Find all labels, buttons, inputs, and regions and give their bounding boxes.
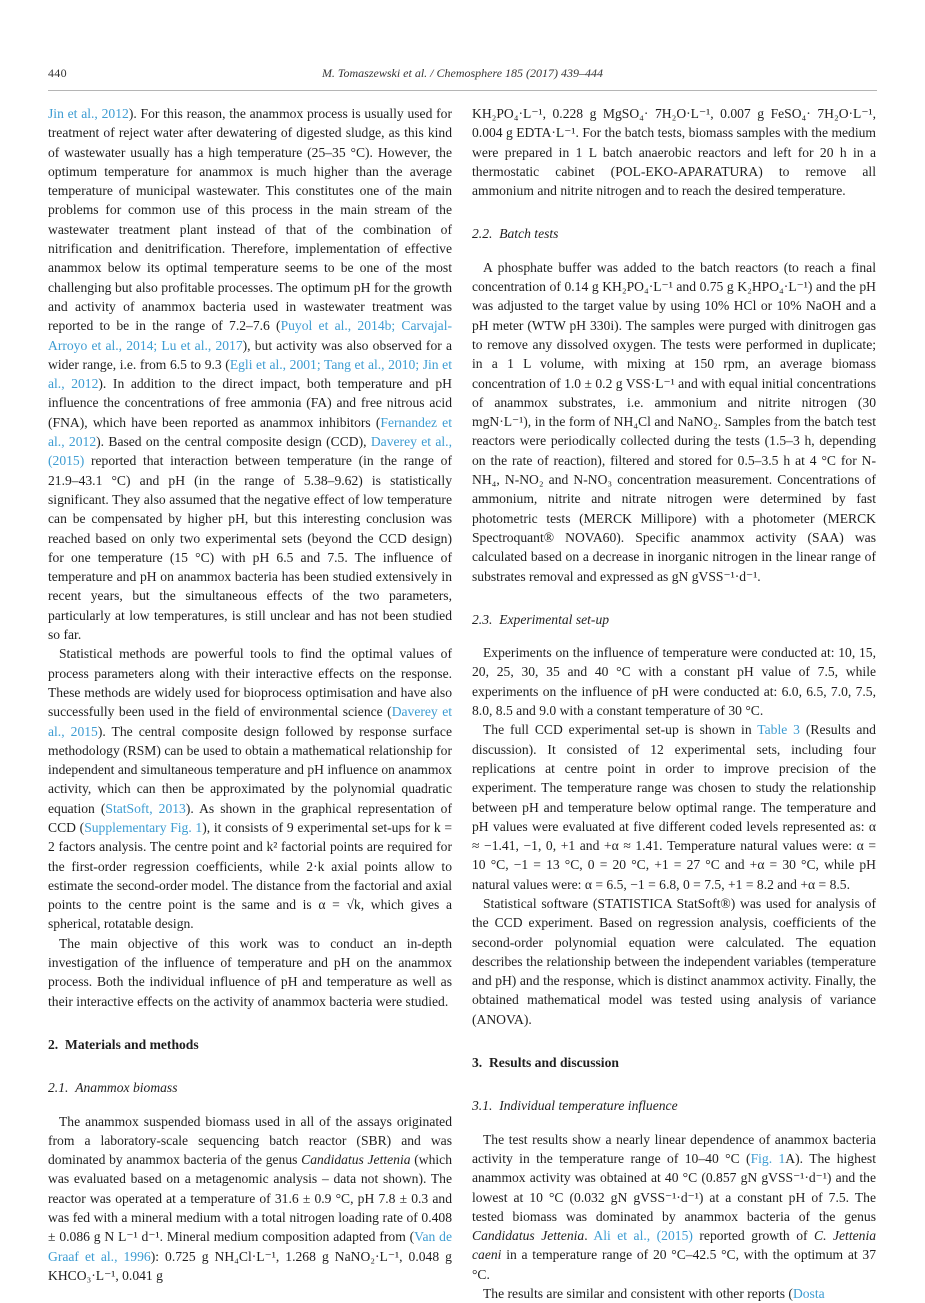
article-body [48, 104, 877, 1303]
page-number: 440 [48, 66, 67, 80]
text-run: A). The highest anammox activity was obtained at 40 °C (0.857 gN gVSS⁻¹·d⁻¹) and the lowest at 10 °C (0.032 gN gVSS⁻¹·d⁻¹) at a constant pH of 7.5. The tested biomass was dominated by anammox bacteria of the genus [472, 1150, 876, 1224]
text-run: ): 0.725 g NH₄Cl·L⁻¹, 1.268 g NaNO₂·L⁻¹, 0.048 g KHCO₃·L⁻¹, 0.041 g [48, 1248, 452, 1283]
text-run: ). Based on the central composite design (CCD), [96, 434, 371, 450]
italic-text: Candidatus Jettenia [301, 1152, 411, 1168]
citation-link[interactable]: Puyol et al., 2014b; Carvajal-Arroyo et al., 2014; Lu et al., 2017 [48, 318, 452, 353]
text-run: KH₂PO₄·L⁻¹, 0.228 g MgSO₄· 7H₂O·L⁻¹, 0.007 g FeSO₄· 7H₂O·L⁻¹, 0.004 g EDTA·L⁻¹. For the batch tests, biomass samples with the medium were prepared in 1 L batch anaerobic reactors and left for 20 h in a thermostatic cabinet (POL-EKO-APARATURA) to remove all ammonium and nitrite nitrogen and to reach the desired temperature. [472, 106, 876, 199]
citation-link[interactable]: Jin et al., 2012 [48, 106, 129, 121]
paragraph [472, 720, 876, 894]
citation-link[interactable]: Egli et al., 2001; Tang et al., 2010; Jin et al., 2012 [48, 356, 452, 392]
text-run: ), it consists of 9 experimental set-ups for k = 2 factors analysis. The centre point and k² factorial points are required for the first-order regression coefficients, while 2·k axial points allow to estimate the second-order model. The distance from the factorial and axial points to the centre point is the same and is α = √k, which gives a spherical, rotatable design. [48, 819, 453, 932]
citation-link[interactable]: Dosta [792, 1286, 825, 1302]
paragraph [48, 934, 452, 1011]
paragraph [472, 894, 876, 1029]
citation-link[interactable]: Supplementary Fig. 1 [84, 819, 203, 835]
paragraph [48, 644, 452, 933]
paragraph [48, 104, 452, 644]
running-head: M. Tomaszewski et al. / Chemosphere 185 (2017) 439–444 [321, 66, 604, 80]
text-run: . [584, 1228, 594, 1244]
text-run: The test results show a nearly linear dependence of anammox bacteria activity in the temperature range of 10–40 °C ( [472, 1131, 876, 1166]
text-run: ). For this reason, the anammox process is usually used for treatment of reject water after dewatering of digested sludge, as this kind of wastewater usually has a high temperature (25–35 °C). However, the optimum temperature for anammox is much higher than the average temperature of municipal wastewater. This constitutes one of the main problems for common use of this process in the main stream of the wastewater treatment plant instead of that of the combination of nitrification and denitrification. Therefore, implementation of effective anammox below its optimal temperature seems to be one of the most challenging but also profitable processes. The optimum pH for the growth and activity of anammox bacteria used in wastewater treatment was reported to be in the range of 7.2–7.6 ( [48, 106, 452, 334]
italic-text: C. Jettenia caeni [472, 1228, 877, 1263]
subsection-heading: 2.2. Batch tests [472, 226, 559, 242]
italic-text: Candidatus Jettenia [472, 1228, 585, 1244]
text-run: (Results and discussion). It consisted of 12 experimental sets, including four replications at centre point in order to improve precision of the experiment. The temperature range was chosen to study the relationship between pH and temperature below optimal range. The temperature and pH values were evaluated at five different coded levels represented as: α ≈ −1.41, −1, 0, +1 and +α ≈ 1.41. Temperature natural values were: α = 10 °C, −1 = 13 °C, 0 = 20 °C, +1 = 27 °C and +α = 30 °C, while pH natural values were: α = 6.5, −1 = 6.8, 0 = 7.5, +1 = 8.2 and +α = 8.5. [472, 722, 876, 892]
text-run: ). As shown in the graphical representation of CCD ( [48, 800, 453, 835]
paragraph [472, 643, 876, 720]
paragraph [472, 1284, 876, 1303]
text-run: (which was evaluated based on a metagenomic analysis – data not shown). The reactor was operated at a temperature of 31.6 ± 0.9 °C, pH 7.8 ± 0.3 and was fed with a mineral medium with a total nitrogen loading rate of 0.408 ± 0.086 g N L⁻¹ d⁻¹. Mineral medium composition adapted from ( [48, 1152, 452, 1245]
section-heading: 3. Results and discussion [472, 1055, 619, 1071]
subsection-heading: 2.1. Anammox biomass [48, 1080, 178, 1096]
text-run: Statistical software (STATISTICA StatSoft®) was used for analysis of the CCD experiment. Based on regression analysis, coefficients of the second-order polynomial equation were calculated. The equation describes the relationship between the independent variables (temperature and pH) and the response, which is distinct anammox activity. Finally, the obtained mathematical model was tested using analysis of variance (ANOVA). [472, 895, 876, 1027]
paragraph [472, 258, 876, 586]
section-heading: 2. Materials and methods [48, 1036, 199, 1052]
citation-link[interactable]: Fernandez et al., 2012 [48, 414, 452, 450]
text-run: The results are similar and consistent with other reports ( [483, 1286, 793, 1302]
paragraph [472, 1130, 876, 1284]
citation-link[interactable]: Van de Graaf et al., 1996 [48, 1229, 453, 1264]
citation-link[interactable]: Daverey et al., 2015 [48, 704, 453, 739]
subsection-heading: 2.3. Experimental set-up [472, 611, 610, 627]
citation-link[interactable]: Daverey et al., (2015) [48, 434, 452, 469]
citation-link[interactable]: Fig. 1 [750, 1150, 786, 1166]
text-run: in a temperature range of 20 °C–42.5 °C, with the optimum at 37 °C. [472, 1247, 876, 1282]
right-column [472, 104, 876, 1303]
paragraph [472, 104, 876, 200]
text-run: ), but activity was also observed for a wider range, i.e. from 6.5 to 9.3 ( [48, 337, 452, 372]
page-header [48, 0, 877, 91]
text-run: The full CCD experimental set-up is shown in [483, 722, 758, 738]
paragraph [48, 1112, 452, 1286]
text-run: The main objective of this work was to conduct an in-depth investigation of the influence of temperature and pH on the anammox process. Both the individual influence of pH and temperature as well as their interactive effects on the activity of anammox bacteria were studied. [48, 935, 452, 1009]
text-run: reported growth of [692, 1228, 815, 1244]
citation-link[interactable]: Ali et al., (2015) [593, 1228, 693, 1244]
text-run: ). In addition to the direct impact, both temperature and pH influence the concentrations of free ammonia (FA) and free nitrous acid (FNA), which have been reported as anammox inhibitors ( [48, 376, 452, 430]
text-run: reported that interaction between temperature (in the range of 21.9–43.1 °C) and pH (in the range of 5.38–9.62) is statistically significant. They also assumed that the negative effect of low temperature can be compensated by higher pH, but this interesting conclusion was reached based on only two experimental sets (beyond the CCD design) for one temperature (15 °C) with pH 6.5 and 7.5. The influence of temperature and pH on anammox bacteria has been studied extensively in recent years, but the simultaneous effects of the two parameters, particularly at low temperatures, is still unclear and has not been studied so far. [48, 453, 452, 643]
left-column [48, 104, 452, 1303]
text-run: Statistical methods are powerful tools to find the optimal values of process parameters along with their interactive effects on the response. These methods are widely used for bioprocess optimisation and have also successfully been used in the field of environmental science ( [48, 646, 452, 720]
citation-link[interactable]: Table 3 [757, 722, 800, 738]
text-run: The anammox suspended biomass used in all of the assays originated from a laboratory-scale sequencing batch reactor (SBR) and was dominated by anammox bacteria of the genus [48, 1113, 452, 1168]
text-run: Experiments on the influence of temperature were conducted at: 10, 15, 20, 25, 30, 35 and 40 °C with a constant pH value of 7.5, while experiments on the influence of pH were conducted at: 6.0, 6.5, 7.0, 7.5, 8.0, 8.5 and 9.0 with a constant temperature of 30 °C. [472, 645, 876, 719]
text-run: ). The central composite design followed by response surface methodology (RSM) can be used to obtain a mathematical relationship for independent and simultaneous temperature and pH influence on anammox activity, which can then be approximated by the polynomial quadratic equation ( [48, 723, 452, 816]
citation-link[interactable]: StatSoft, 2013 [105, 800, 186, 816]
subsection-heading: 3.1. Individual temperature influence [472, 1098, 678, 1114]
text-run: A phosphate buffer was added to the batch reactors (to reach a final concentration of 0.14 g KH₂PO₄·L⁻¹ and 0.75 g K₂HPO₄·L⁻¹) and the pH was adjusted to the target value by using 10% HCl or 10% NaOH and a pH meter (WTW pH 330i). The samples were purged with dinitrogen gas to remove any dissolved oxygen. The tests were performed in duplicate; in a 1 L volume, with mixing at 150 rpm, an average biomass concentration of 1.0 ± 0.2 g VSS·L⁻¹ and with equal initial concentrations of anammox substrates, i.e. ammonium and nitrite nitrogen (30 mgN·L⁻¹), in the form of NH₄Cl and NaNO₂. Samples from the batch test reactors were periodically collected during the tests (1.5–3 h, depending on the rate of reaction), filtered and stored for 0.5–3.5 h at 4 °C for N-NH₄, N-NO₂ and N-NO₃ concentration measurement. Concentrations of ammonium, nitrite and nitrate nitrogen were determined by fast photometric tests (MERCK Millipore) with a photometer (MERCK Spectroquant® NOVA60). Specific anammox activity (SAA) was calculated based on a decrease in inorganic nitrogen in the linear range of substrates removal and expressed as gN gVSS⁻¹·d⁻¹. [472, 259, 876, 584]
